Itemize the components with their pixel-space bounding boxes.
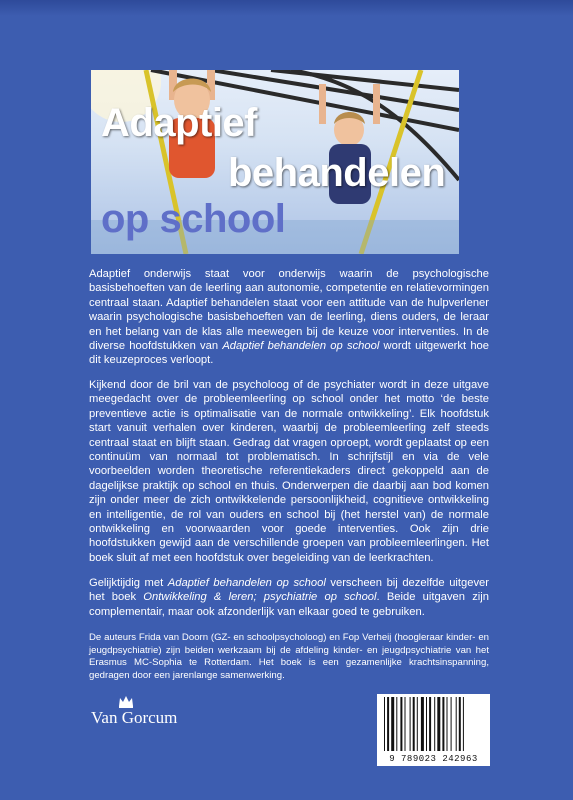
barcode-number: 9 789023 242963	[389, 754, 478, 764]
blurb-paragraph-1	[89, 267, 489, 368]
blurb-p3-title-1: Adaptief behandelen op school	[167, 577, 326, 589]
blurb-paragraph-2	[89, 378, 489, 565]
blurb-p3-title-2: Ontwikkeling & leren; psychiatrie op school	[143, 591, 377, 604]
isbn-barcode	[377, 694, 490, 766]
blurb-paragraph-3	[89, 576, 489, 619]
blurb-p1-end: wordt uitgewerkt hoe dit keuzeproces verloopt.	[89, 340, 489, 367]
blurb-p2-text: Kijkend door de bril van de psycholoog of de psychiater wordt in deze uitgave meegedacht over de probleemleerling op school onder het motto ‘de beste preventieve actie is optimalisatie van de normale ontwikkeling’. Elk hoofdstuk start vanuit verhalen over kinderen, waarbij de probleemleerling zelf steeds centraal staat en blijft staan. Gedrag dat vragen oproept, wordt geplaatst op een continuüm van normaal tot problematisch. In schrijfstijl en via de vele voorbeelden worden theoretische referentiekaders direct gekoppeld aan de dagelijkse praktijk op school en thuis. Onderwerpen die daarbij aan bod komen zijn onder meer de zich ontwikkelende persoonlijkheid, cognitieve ontwikkeling en intelligentie, de rol van ouders en school bij (het herstel van) de normale ontwikkeling en voorwaarden voor goede interventies. Ook zijn drie hoofdstukken gewijd aan de verschillende groepen van probleemleerlingen. Het boek sluit af met een hoofdstuk over begeleiding van de leerkrachten.	[89, 379, 489, 564]
author-bio	[89, 632, 489, 682]
publisher-logo: Van Gorcum	[91, 708, 178, 727]
blurb-p1-title: Adaptief behandelen op school	[222, 340, 380, 353]
blurb-p3-c: . Beide uitgaven zijn complementair, maar ook afzonderlijk van elkaar goed te gebruiken.	[89, 591, 489, 618]
blurb-p3-b: verscheen bij dezelfde uitgever het boek	[89, 577, 489, 604]
blurb-p3-a: Gelijktijdig met	[89, 577, 168, 589]
author-bio-text: De auteurs Frida van Doorn (GZ- en schoolpsycholoog) en Fop Verheij (hoogleraar kinder- en jeugdpsychiatrie) zijn beiden werkzaam bij de afdeling kinder- en jeugdpsychiatrie van het Erasmus MC-Sophia te Rotterdam. Het boek is een gezamenlijke krachtsinspanning, gedragen door een jarenlange samenwerking.	[89, 632, 489, 681]
title-line-2: behandelen	[228, 151, 446, 195]
title-line-3: op school	[101, 197, 286, 241]
title-line-1: Adaptief	[101, 101, 257, 145]
blurb-p1-text: Adaptief onderwijs staat voor onderwijs waarin de psychologische basisbehoeften van de leerling aan autonomie, competentie en relatievormingen centraal staan. Adaptief behandelen staat voor een attitude van de hulpverlener waarin psychologische basisbehoeften van de leerling, diens ouders, de leraar en het belang van de klas alle meewegen bij de keuze voor interventies. In de diverse hoofdstukken van	[89, 268, 489, 353]
crown-icon	[118, 694, 134, 708]
